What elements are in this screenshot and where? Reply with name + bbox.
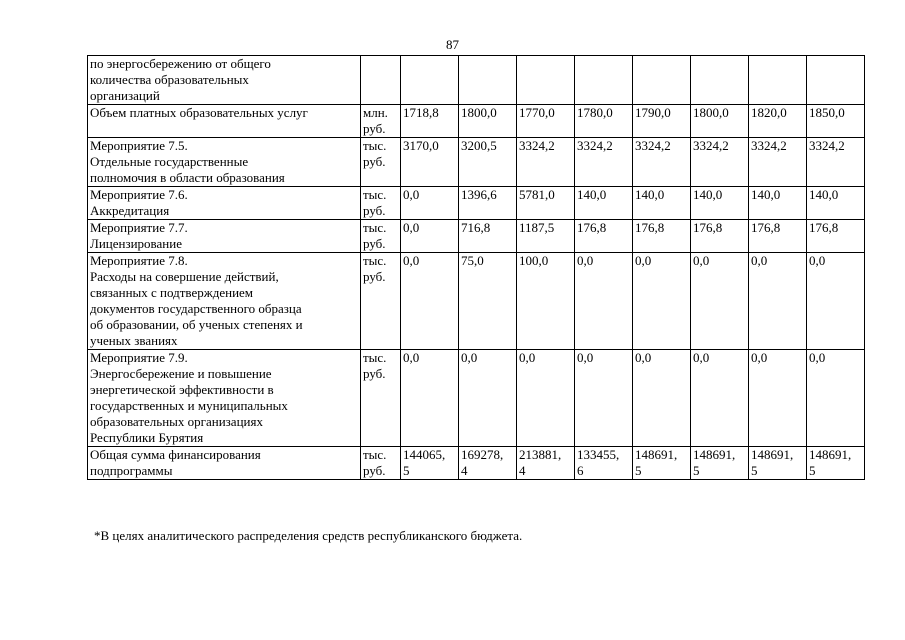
value-cell: 0,0 (633, 253, 691, 350)
value-cell: 1800,0 (691, 105, 749, 138)
value-cell: 148691, 5 (633, 447, 691, 480)
value-cell: 3170,0 (401, 138, 459, 187)
value-cell: 176,8 (749, 220, 807, 253)
value-cell: 1718,8 (401, 105, 459, 138)
value-cell: 0,0 (807, 350, 865, 447)
row-label: Мероприятие 7.9. Энергосбережение и повышение энергетической эффективности в государственных и муниципальных образовательных организациях Республики Бурятия (88, 350, 361, 447)
row-label: по энергосбережению от общего количества образовательных организаций (88, 56, 361, 105)
value-cell: 1790,0 (633, 105, 691, 138)
row-unit: млн. руб. (361, 105, 401, 138)
table-row (88, 447, 865, 480)
value-cell (691, 56, 749, 105)
value-cell: 716,8 (459, 220, 517, 253)
value-cell: 0,0 (401, 220, 459, 253)
value-cell: 0,0 (517, 350, 575, 447)
value-cell: 144065, 5 (401, 447, 459, 480)
value-cell: 133455, 6 (575, 447, 633, 480)
value-cell: 140,0 (575, 187, 633, 220)
value-cell: 1187,5 (517, 220, 575, 253)
value-cell: 5781,0 (517, 187, 575, 220)
value-cell: 148691, 5 (807, 447, 865, 480)
value-cell (575, 56, 633, 105)
value-cell: 140,0 (633, 187, 691, 220)
row-unit: тыс. руб. (361, 138, 401, 187)
value-cell: 75,0 (459, 253, 517, 350)
value-cell (401, 56, 459, 105)
table-row (88, 56, 865, 105)
row-unit: тыс. руб. (361, 220, 401, 253)
row-label: Объем платных образовательных услуг (88, 105, 361, 138)
value-cell: 1770,0 (517, 105, 575, 138)
value-cell: 1780,0 (575, 105, 633, 138)
value-cell: 0,0 (401, 350, 459, 447)
value-cell: 0,0 (807, 253, 865, 350)
value-cell: 0,0 (691, 350, 749, 447)
value-cell: 148691, 5 (749, 447, 807, 480)
value-cell: 3324,2 (807, 138, 865, 187)
value-cell: 169278, 4 (459, 447, 517, 480)
value-cell: 0,0 (401, 187, 459, 220)
value-cell (459, 56, 517, 105)
value-cell: 0,0 (459, 350, 517, 447)
value-cell: 0,0 (633, 350, 691, 447)
table-row (88, 105, 865, 138)
row-unit: тыс. руб. (361, 447, 401, 480)
value-cell: 140,0 (807, 187, 865, 220)
value-cell: 3324,2 (575, 138, 633, 187)
value-cell: 3324,2 (691, 138, 749, 187)
value-cell: 1850,0 (807, 105, 865, 138)
row-unit: тыс. руб. (361, 253, 401, 350)
row-label: Общая сумма финансирования подпрограммы (88, 447, 361, 480)
value-cell: 213881, 4 (517, 447, 575, 480)
row-unit (361, 56, 401, 105)
table-row (88, 220, 865, 253)
table-row (88, 350, 865, 447)
value-cell: 0,0 (401, 253, 459, 350)
row-label: Мероприятие 7.8. Расходы на совершение действий, связанных с подтверждением документов государственного образца об образовании, об ученых степенях и ученых званиях (88, 253, 361, 350)
value-cell: 140,0 (749, 187, 807, 220)
value-cell: 148691, 5 (691, 447, 749, 480)
row-unit: тыс. руб. (361, 350, 401, 447)
row-label: Мероприятие 7.5. Отдельные государственные полномочия в области образования (88, 138, 361, 187)
page-number: 87 (446, 37, 459, 52)
value-cell: 1800,0 (459, 105, 517, 138)
table-row (88, 187, 865, 220)
footnote: *В целях аналитического распределения средств республиканского бюджета. (94, 528, 523, 543)
value-cell: 176,8 (691, 220, 749, 253)
value-cell (807, 56, 865, 105)
value-cell: 176,8 (807, 220, 865, 253)
value-cell: 1820,0 (749, 105, 807, 138)
value-cell: 3324,2 (749, 138, 807, 187)
value-cell: 3324,2 (633, 138, 691, 187)
value-cell: 1396,6 (459, 187, 517, 220)
value-cell: 0,0 (575, 253, 633, 350)
table-row (88, 138, 865, 187)
value-cell: 3200,5 (459, 138, 517, 187)
value-cell: 100,0 (517, 253, 575, 350)
value-cell: 176,8 (575, 220, 633, 253)
row-label: Мероприятие 7.7. Лицензирование (88, 220, 361, 253)
row-label: Мероприятие 7.6. Аккредитация (88, 187, 361, 220)
value-cell: 0,0 (575, 350, 633, 447)
budget-table (87, 55, 865, 480)
value-cell: 0,0 (749, 253, 807, 350)
row-unit: тыс. руб. (361, 187, 401, 220)
value-cell: 3324,2 (517, 138, 575, 187)
value-cell: 0,0 (749, 350, 807, 447)
value-cell (517, 56, 575, 105)
value-cell: 140,0 (691, 187, 749, 220)
table-row (88, 253, 865, 350)
value-cell: 0,0 (691, 253, 749, 350)
value-cell: 176,8 (633, 220, 691, 253)
value-cell (633, 56, 691, 105)
value-cell (749, 56, 807, 105)
